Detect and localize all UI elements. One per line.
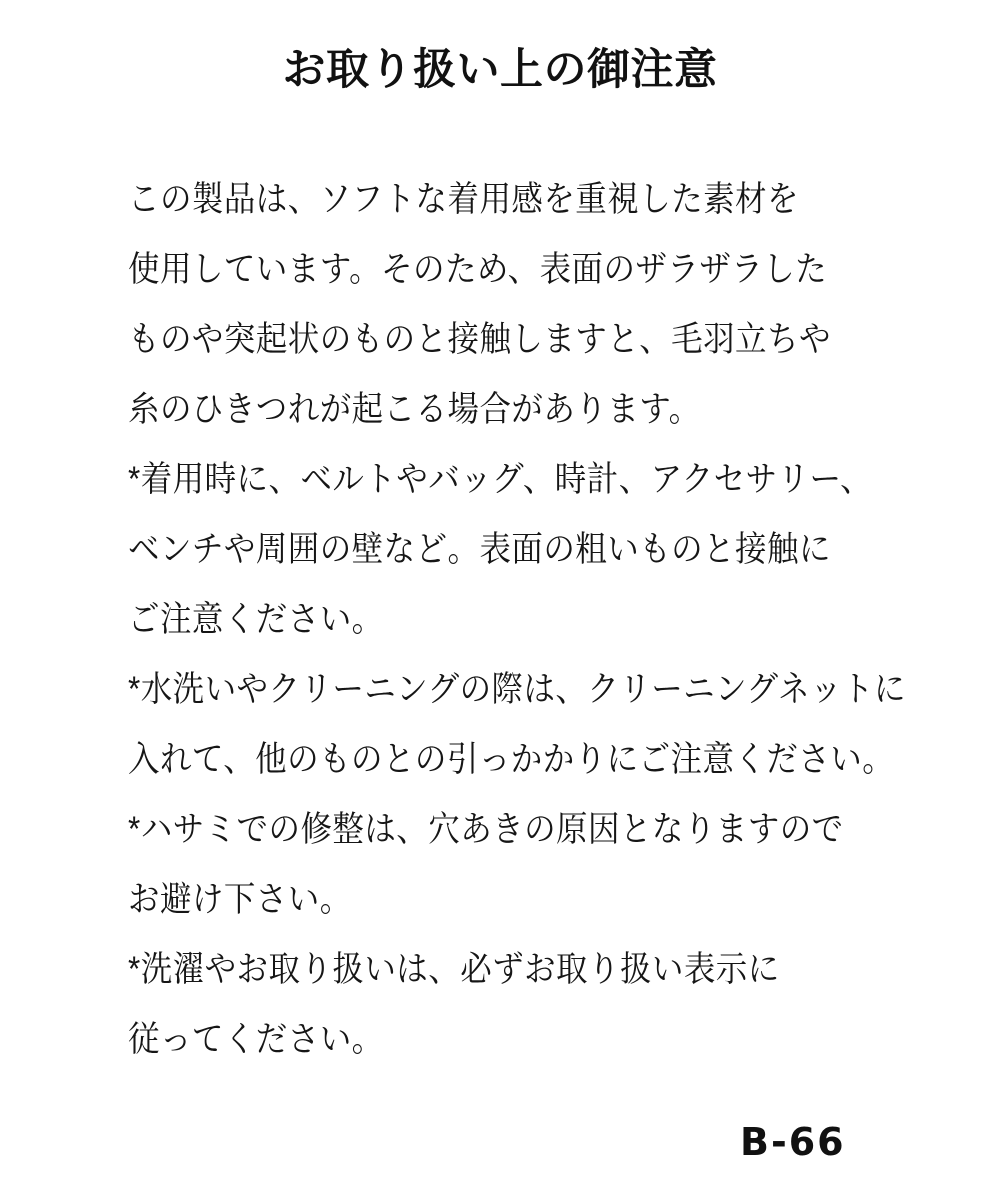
body-line: *着用時に、ベルトやバッグ、時計、アクセサリー、 bbox=[128, 460, 873, 499]
body-line: お避け下さい。 bbox=[128, 880, 352, 919]
body-line: 入れて、他のものとの引っかかりにご注意ください。 bbox=[128, 740, 895, 779]
body-line: *ハサミでの修整は、穴あきの原因となりますので bbox=[128, 810, 844, 849]
body-line: ものや突起状のものと接触しますと、毛羽立ちや bbox=[128, 320, 831, 359]
body-line: ベンチや周囲の壁など。表面の粗いものと接触に bbox=[128, 530, 831, 569]
body-line: 使用しています。そのため、表面のザラザラした bbox=[128, 250, 828, 289]
page-code: B-66 bbox=[740, 1120, 846, 1164]
page-title: お取り扱い上の御注意 bbox=[282, 46, 718, 94]
body-line: 糸のひきつれが起こる場合があります。 bbox=[128, 390, 701, 429]
body-line: *水洗いやクリーニングの際は、クリーニングネットに bbox=[128, 670, 906, 709]
body-line: ご注意ください。 bbox=[128, 600, 384, 639]
body-line: この製品は、ソフトな着用感を重視した素材を bbox=[128, 180, 799, 219]
body-line: *洗濯やお取り扱いは、必ずお取り扱い表示に bbox=[128, 950, 780, 989]
body-line: 従ってください。 bbox=[128, 1020, 384, 1059]
body-text bbox=[128, 165, 948, 1075]
